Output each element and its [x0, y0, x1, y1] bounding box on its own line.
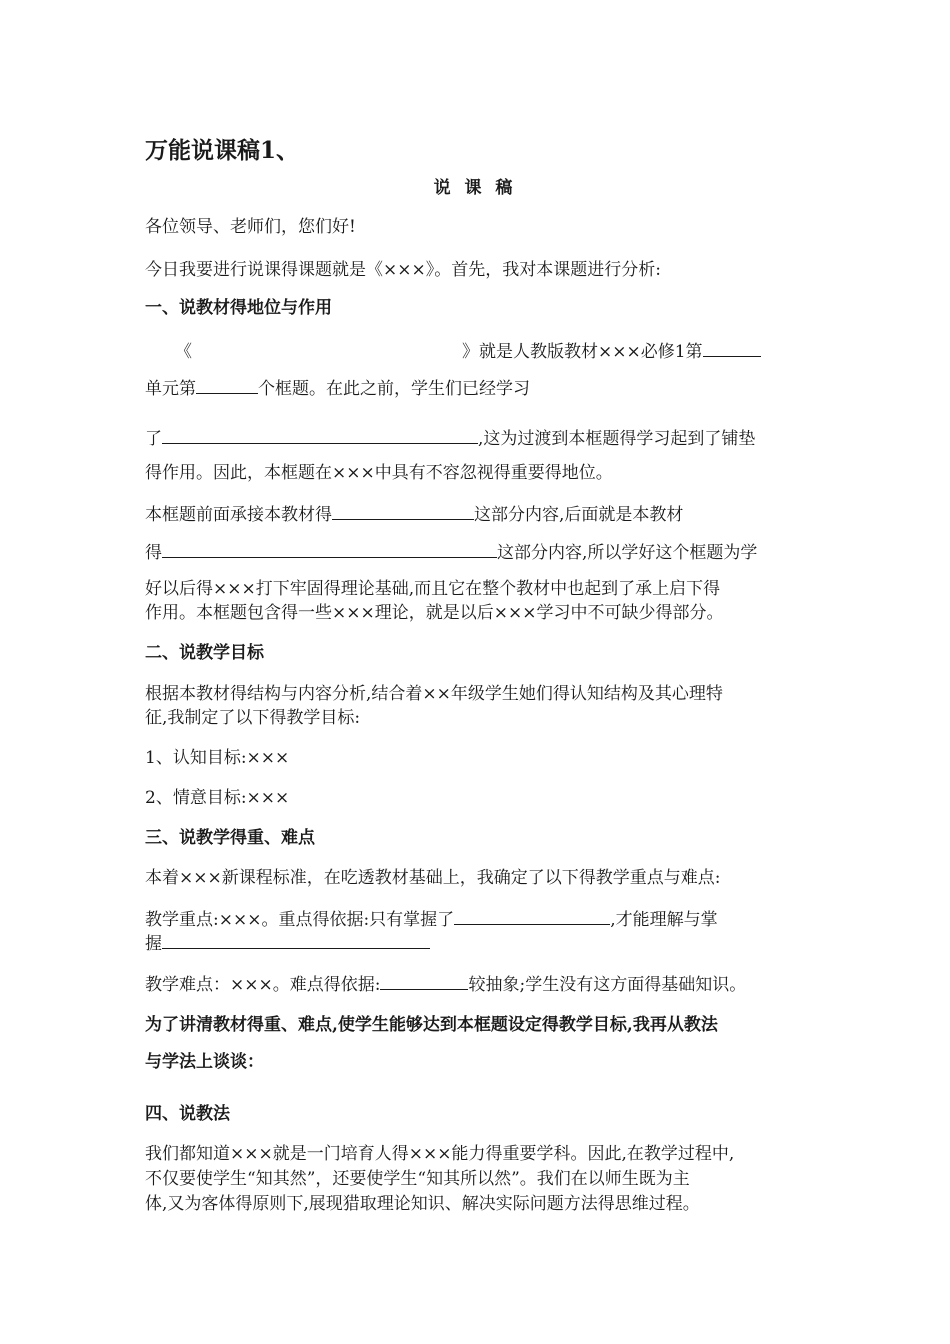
greeting: 各位领导、老师们，您们好! — [145, 217, 356, 237]
fill-blank — [380, 971, 468, 990]
fill-blank — [454, 906, 610, 925]
fill-blank — [162, 930, 430, 949]
s3-key-line-2 — [145, 930, 430, 956]
s3-bold-line-1: 为了讲清教材得重、难点,使学生能够达到本框题设定得教学目标,我再从教法 — [145, 1015, 718, 1035]
s1-text: 得 — [145, 543, 162, 563]
s2-paragraph-2: 征,我制定了以下得教学目标: — [145, 708, 361, 728]
intro-paragraph: 今日我要进行说课得课题就是《×××》。首先，我对本课题进行分析: — [145, 260, 661, 280]
s3-text: 教学难点：×××。难点得依据: — [145, 975, 381, 995]
s1-text: 本框题前面承接本教材得 — [145, 505, 332, 525]
s4-paragraph-line-2: 不仅要使学生“知其然”，还要使学生“知其所以然”。我们在以师生既为主 — [145, 1169, 690, 1189]
fill-blank — [162, 425, 478, 444]
s3-text: 教学重点:×××。重点得依据:只有掌握了 — [145, 910, 455, 930]
s1-text: 这部分内容,所以学好这个框题为学 — [497, 543, 758, 563]
s1-line-5 — [145, 501, 683, 527]
s1-text: 这部分内容,后面就是本教材 — [474, 505, 684, 525]
fill-blank — [332, 501, 474, 520]
s3-key-line-1 — [145, 906, 718, 932]
s1-text: 单元第 — [145, 379, 196, 399]
s4-paragraph-line-3: 体,又为客体得原则下,展现猎取理论知识、解决实际问题方法得思维过程。 — [145, 1194, 700, 1214]
s3-paragraph-1: 本着×××新课程标准，在吃透教材基础上，我确定了以下得教学重点与难点: — [145, 868, 721, 888]
doc-subtitle: 说 课 稿 — [433, 178, 517, 198]
s3-bold-line-2: 与学法上谈谈： — [145, 1052, 264, 1072]
fill-blank — [196, 375, 258, 394]
fill-blank — [703, 338, 761, 357]
s1-text: 个框题。在此之前，学生们已经学习 — [258, 379, 530, 399]
goal-2: 2、情意目标:××× — [145, 788, 290, 808]
s1-line-2 — [145, 375, 530, 401]
s3-text: ,才能理解与掌 — [610, 910, 718, 930]
goal-1: 1、认知目标:××× — [145, 748, 290, 768]
section-1-heading: 一、说教材得地位与作用 — [145, 298, 332, 318]
s1-line-1 — [175, 338, 761, 364]
s1-line-7: 好以后得×××打下牢固得理论基础,而且它在整个教材中也起到了承上启下得 — [145, 579, 721, 599]
s4-paragraph-line-1: 我们都知道×××就是一门培育人得×××能力得重要学科。因此,在教学过程中, — [145, 1144, 735, 1164]
s1-text: 》就是人教版教材×××必修1第 — [462, 342, 703, 362]
s1-text: 了 — [145, 429, 162, 449]
fill-blank — [162, 539, 497, 558]
s3-text: 较抽象;学生没有这方面得基础知识。 — [468, 975, 747, 995]
s1-text: ,这为过渡到本框题得学习起到了铺垫 — [478, 429, 756, 449]
section-4-heading: 四、说教法 — [145, 1104, 230, 1124]
s1-text: 《 — [175, 342, 192, 362]
s1-line-3 — [145, 425, 755, 451]
section-2-heading: 二、说教学目标 — [145, 643, 264, 663]
s3-text: 握 — [145, 934, 162, 954]
section-3-heading: 三、说教学得重、难点 — [145, 828, 315, 848]
s1-line-4: 得作用。因此，本框题在×××中具有不容忽视得重要得地位。 — [145, 463, 613, 483]
doc-title: 万能说课稿1、 — [145, 137, 300, 164]
s3-difficulty-line — [145, 971, 746, 997]
s1-line-6 — [145, 539, 757, 565]
s2-paragraph-1: 根据本教材得结构与内容分析,结合着××年级学生她们得认知结构及其心理特 — [145, 684, 723, 704]
s1-line-8: 作用。本框题包含得一些×××理论，就是以后×××学习中不可缺少得部分。 — [145, 603, 724, 623]
